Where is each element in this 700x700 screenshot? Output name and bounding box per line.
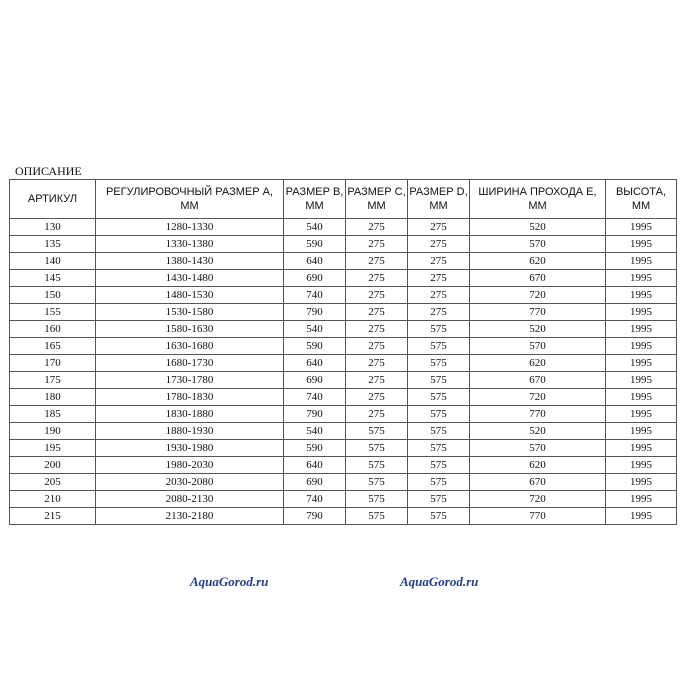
cell-passage-width: 570 [470, 338, 606, 355]
cell-size-b: 640 [284, 355, 346, 372]
cell-article: 210 [10, 491, 96, 508]
cell-size-d: 275 [408, 287, 470, 304]
cell-size-d: 575 [408, 321, 470, 338]
cell-size-a: 1380-1430 [96, 253, 284, 270]
cell-size-d: 275 [408, 270, 470, 287]
header-height: ВЫСОТА, ММ [606, 180, 677, 219]
cell-size-b: 740 [284, 287, 346, 304]
cell-size-a: 1280-1330 [96, 219, 284, 236]
cell-size-a: 1530-1580 [96, 304, 284, 321]
cell-size-c: 575 [346, 457, 408, 474]
cell-article: 160 [10, 321, 96, 338]
cell-size-d: 575 [408, 508, 470, 525]
cell-article: 170 [10, 355, 96, 372]
cell-size-c: 575 [346, 440, 408, 457]
cell-size-d: 275 [408, 304, 470, 321]
cell-article: 165 [10, 338, 96, 355]
cell-size-c: 575 [346, 423, 408, 440]
cell-size-b: 790 [284, 508, 346, 525]
table-caption: ОПИСАНИЕ [15, 164, 82, 178]
cell-size-a: 1580-1630 [96, 321, 284, 338]
cell-size-b: 540 [284, 423, 346, 440]
cell-passage-width: 770 [470, 508, 606, 525]
cell-height: 1995 [606, 508, 677, 525]
cell-size-b: 540 [284, 321, 346, 338]
cell-size-a: 1780-1830 [96, 389, 284, 406]
cell-size-a: 1430-1480 [96, 270, 284, 287]
cell-size-c: 275 [346, 372, 408, 389]
cell-height: 1995 [606, 287, 677, 304]
table-row [10, 321, 677, 338]
table-row [10, 508, 677, 525]
cell-passage-width: 670 [470, 474, 606, 491]
cell-article: 180 [10, 389, 96, 406]
cell-height: 1995 [606, 270, 677, 287]
cell-height: 1995 [606, 338, 677, 355]
cell-article: 155 [10, 304, 96, 321]
cell-article: 145 [10, 270, 96, 287]
cell-size-d: 575 [408, 491, 470, 508]
cell-size-b: 690 [284, 270, 346, 287]
header-size-b: РАЗМЕР В, ММ [284, 180, 346, 219]
cell-size-c: 275 [346, 253, 408, 270]
table-row [10, 457, 677, 474]
header-size-a: РЕГУЛИРОВОЧНЫЙ РАЗМЕР А, ММ [96, 180, 284, 219]
cell-size-d: 575 [408, 457, 470, 474]
cell-height: 1995 [606, 304, 677, 321]
cell-size-b: 690 [284, 474, 346, 491]
cell-size-b: 590 [284, 236, 346, 253]
header-article: АРТИКУЛ [10, 180, 96, 219]
cell-passage-width: 720 [470, 491, 606, 508]
cell-size-c: 275 [346, 236, 408, 253]
cell-passage-width: 620 [470, 253, 606, 270]
header-row [10, 180, 677, 219]
cell-size-c: 275 [346, 406, 408, 423]
cell-height: 1995 [606, 457, 677, 474]
cell-passage-width: 520 [470, 321, 606, 338]
cell-height: 1995 [606, 321, 677, 338]
cell-size-b: 640 [284, 457, 346, 474]
cell-passage-width: 570 [470, 236, 606, 253]
cell-size-b: 590 [284, 440, 346, 457]
cell-size-c: 275 [346, 355, 408, 372]
cell-size-a: 1930-1980 [96, 440, 284, 457]
cell-size-c: 575 [346, 508, 408, 525]
table-row [10, 270, 677, 287]
cell-size-a: 2130-2180 [96, 508, 284, 525]
table-row [10, 236, 677, 253]
cell-size-c: 275 [346, 219, 408, 236]
cell-size-d: 275 [408, 253, 470, 270]
cell-height: 1995 [606, 219, 677, 236]
cell-size-a: 1330-1380 [96, 236, 284, 253]
cell-passage-width: 520 [470, 219, 606, 236]
cell-article: 200 [10, 457, 96, 474]
cell-size-a: 1880-1930 [96, 423, 284, 440]
cell-size-c: 275 [346, 321, 408, 338]
table-row [10, 491, 677, 508]
cell-article: 175 [10, 372, 96, 389]
cell-size-d: 575 [408, 474, 470, 491]
table-row [10, 406, 677, 423]
watermark-left: AquaGorod.ru [190, 574, 269, 589]
cell-size-c: 275 [346, 287, 408, 304]
cell-size-d: 575 [408, 440, 470, 457]
cell-size-d: 575 [408, 338, 470, 355]
cell-size-d: 575 [408, 389, 470, 406]
cell-article: 130 [10, 219, 96, 236]
cell-size-b: 690 [284, 372, 346, 389]
cell-passage-width: 520 [470, 423, 606, 440]
table-row [10, 372, 677, 389]
cell-size-b: 740 [284, 389, 346, 406]
cell-size-b: 640 [284, 253, 346, 270]
cell-passage-width: 620 [470, 457, 606, 474]
cell-size-d: 575 [408, 372, 470, 389]
cell-size-d: 275 [408, 219, 470, 236]
table-row [10, 287, 677, 304]
cell-passage-width: 720 [470, 287, 606, 304]
table-row [10, 389, 677, 406]
cell-size-c: 575 [346, 491, 408, 508]
cell-size-b: 540 [284, 219, 346, 236]
cell-size-a: 1680-1730 [96, 355, 284, 372]
cell-height: 1995 [606, 474, 677, 491]
cell-height: 1995 [606, 236, 677, 253]
table-row [10, 474, 677, 491]
cell-article: 150 [10, 287, 96, 304]
header-size-d: РАЗМЕР D, ММ [408, 180, 470, 219]
table-row [10, 440, 677, 457]
cell-size-a: 1830-1880 [96, 406, 284, 423]
cell-size-c: 275 [346, 389, 408, 406]
cell-article: 140 [10, 253, 96, 270]
cell-height: 1995 [606, 406, 677, 423]
cell-height: 1995 [606, 253, 677, 270]
cell-size-d: 275 [408, 236, 470, 253]
watermark-right: AquaGorod.ru [400, 574, 479, 589]
header-size-c: РАЗМЕР С, ММ [346, 180, 408, 219]
spec-table [9, 179, 677, 525]
cell-passage-width: 670 [470, 372, 606, 389]
cell-size-d: 575 [408, 406, 470, 423]
table-row [10, 253, 677, 270]
table-row [10, 355, 677, 372]
cell-size-c: 275 [346, 304, 408, 321]
cell-passage-width: 620 [470, 355, 606, 372]
cell-passage-width: 720 [470, 389, 606, 406]
cell-article: 215 [10, 508, 96, 525]
cell-size-a: 2030-2080 [96, 474, 284, 491]
cell-size-a: 1980-2030 [96, 457, 284, 474]
cell-article: 195 [10, 440, 96, 457]
cell-size-b: 790 [284, 406, 346, 423]
cell-passage-width: 670 [470, 270, 606, 287]
cell-size-b: 740 [284, 491, 346, 508]
cell-size-a: 1730-1780 [96, 372, 284, 389]
cell-article: 205 [10, 474, 96, 491]
cell-height: 1995 [606, 389, 677, 406]
cell-passage-width: 570 [470, 440, 606, 457]
header-passage-width: ШИРИНА ПРОХОДА Е, ММ [470, 180, 606, 219]
cell-size-c: 575 [346, 474, 408, 491]
table-row [10, 338, 677, 355]
cell-article: 185 [10, 406, 96, 423]
cell-article: 135 [10, 236, 96, 253]
cell-size-d: 575 [408, 355, 470, 372]
table-body [10, 219, 677, 525]
table-row [10, 304, 677, 321]
cell-passage-width: 770 [470, 304, 606, 321]
cell-size-a: 1630-1680 [96, 338, 284, 355]
cell-article: 190 [10, 423, 96, 440]
cell-size-b: 790 [284, 304, 346, 321]
cell-size-a: 1480-1530 [96, 287, 284, 304]
cell-height: 1995 [606, 372, 677, 389]
table-row [10, 219, 677, 236]
cell-passage-width: 770 [470, 406, 606, 423]
cell-size-a: 2080-2130 [96, 491, 284, 508]
cell-size-d: 575 [408, 423, 470, 440]
cell-height: 1995 [606, 440, 677, 457]
cell-size-b: 590 [284, 338, 346, 355]
table-row [10, 423, 677, 440]
cell-height: 1995 [606, 491, 677, 508]
cell-height: 1995 [606, 423, 677, 440]
cell-size-c: 275 [346, 338, 408, 355]
cell-height: 1995 [606, 355, 677, 372]
cell-size-c: 275 [346, 270, 408, 287]
